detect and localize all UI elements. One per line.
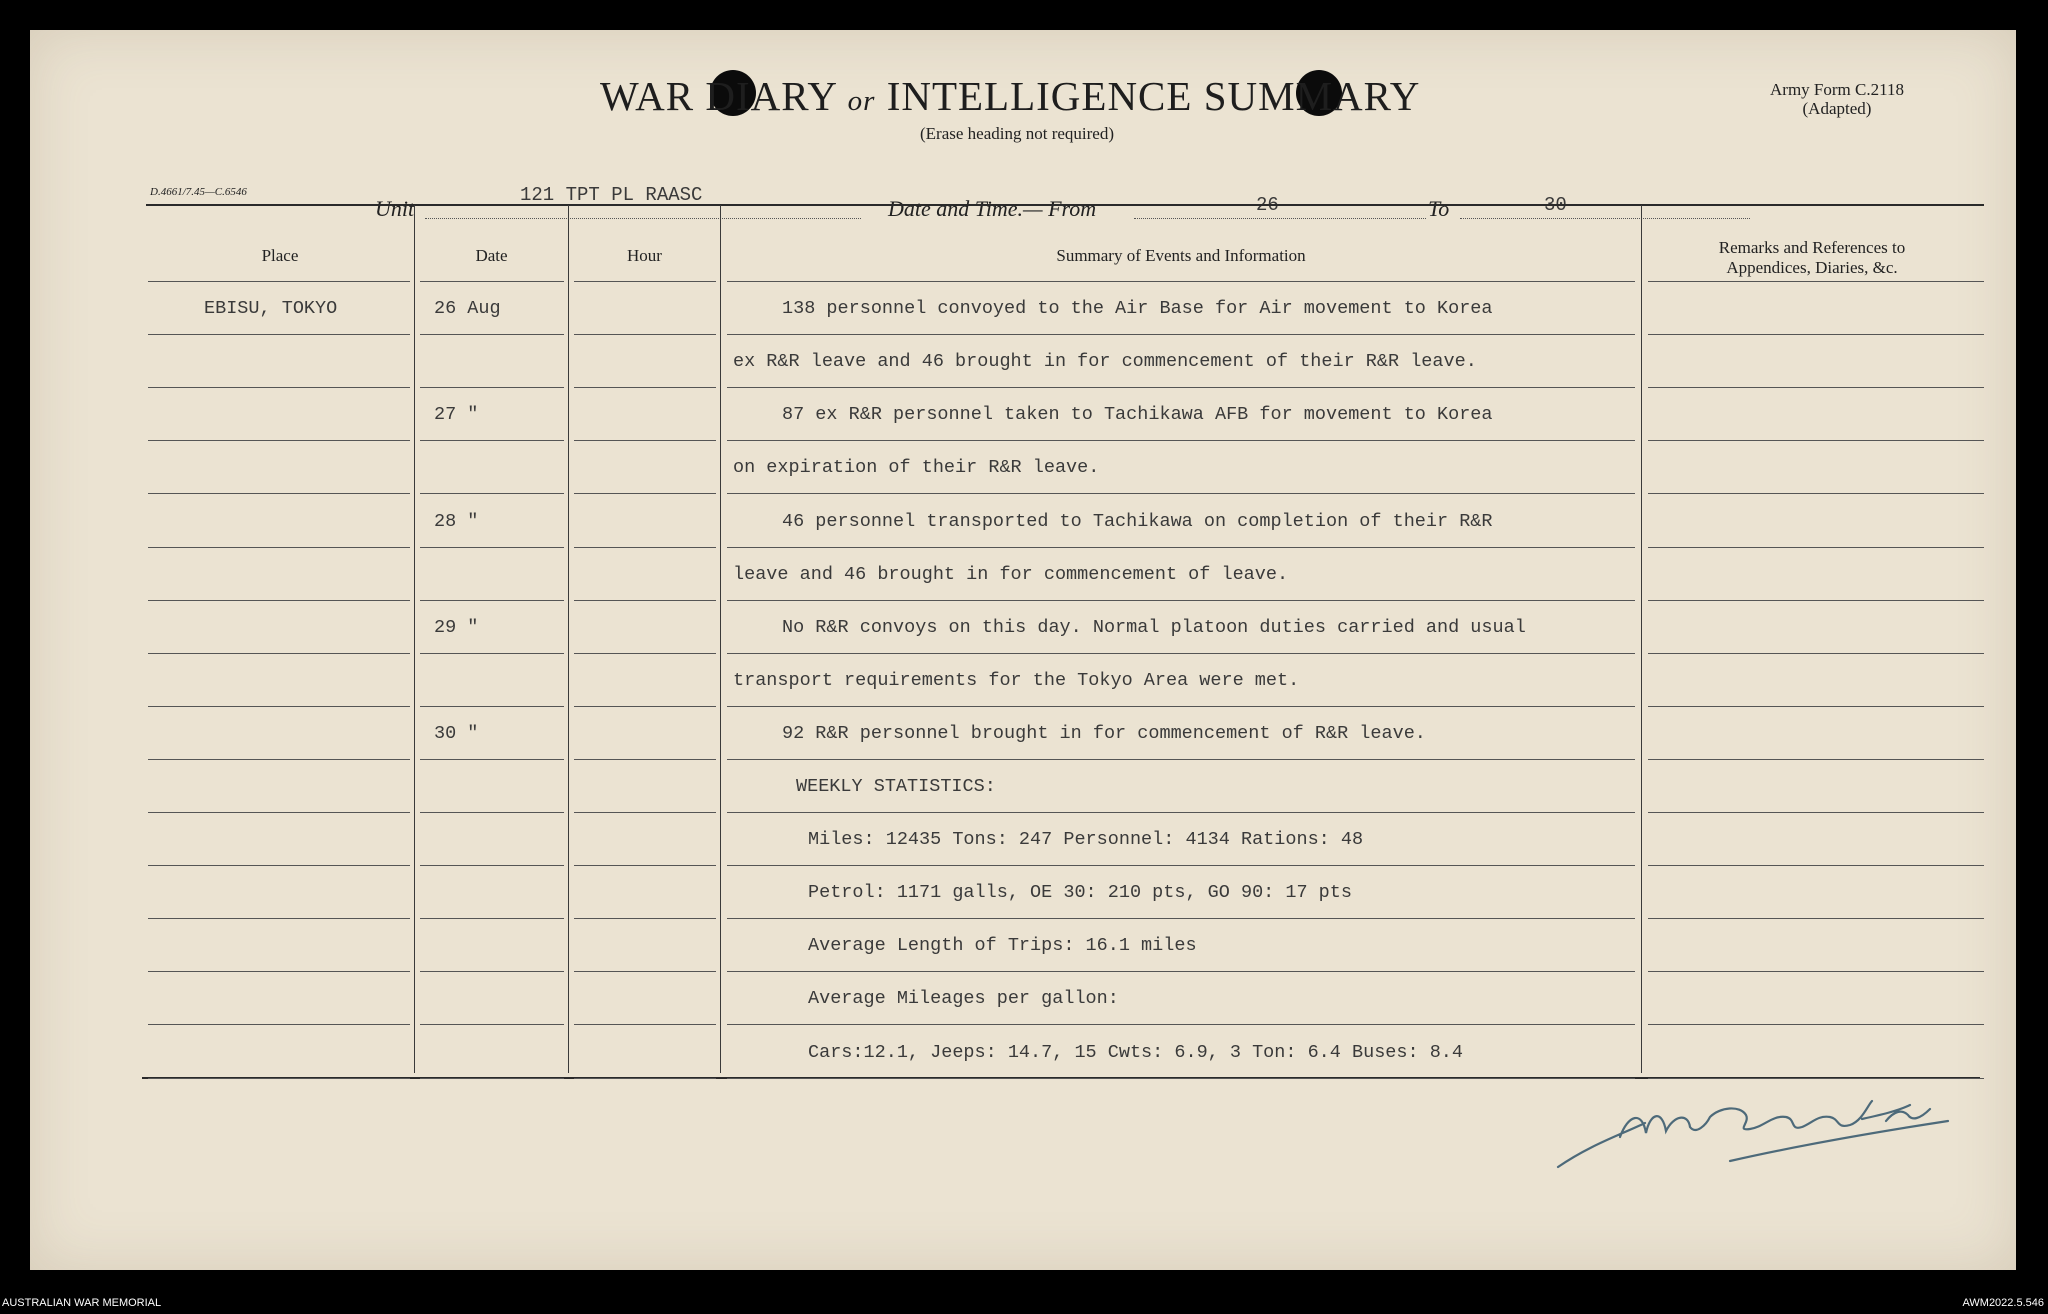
col-header-place: Place xyxy=(261,246,299,265)
header-underline xyxy=(574,281,716,282)
row-line xyxy=(727,653,1635,654)
row-line xyxy=(1648,440,1984,441)
row-line xyxy=(1648,493,1984,494)
divider-place-date xyxy=(414,205,415,1073)
row-line xyxy=(420,971,564,972)
row-line xyxy=(1648,653,1984,654)
row-line xyxy=(1648,971,1984,972)
place-cell: EBISU, TOKYO xyxy=(204,298,338,320)
summary-cell: leave and 46 brought in for commencement of leave. xyxy=(733,563,1289,585)
row-line xyxy=(574,918,716,919)
row-line xyxy=(420,600,564,601)
title-intelligence-summary: INTELLIGENCE SUMMARY xyxy=(886,73,1421,119)
summary-cell: Petrol: 1171 galls, OE 30: 210 pts, GO 90: 17 pts xyxy=(808,882,1352,904)
summary-cell: Average Mileages per gallon: xyxy=(808,988,1119,1010)
row-line xyxy=(574,971,716,972)
army-form-number: Army Form C.2118 xyxy=(1770,80,1904,99)
summary-cell: transport requirements for the Tokyo Area were met. xyxy=(733,669,1300,691)
row-line xyxy=(727,1078,1635,1079)
row-line xyxy=(574,706,716,707)
row-line xyxy=(727,387,1635,388)
summary-cell: 87 ex R&R personnel taken to Tachikawa AFB for movement to Korea xyxy=(782,404,1493,426)
row-line xyxy=(148,387,410,388)
date-cell: 26 Aug xyxy=(434,298,501,320)
summary-cell: on expiration of their R&R leave. xyxy=(733,457,1100,479)
row-line xyxy=(420,334,564,335)
row-line xyxy=(148,812,410,813)
row-line xyxy=(574,1024,716,1025)
row-line xyxy=(574,387,716,388)
header-underline xyxy=(148,281,410,282)
row-line xyxy=(727,440,1635,441)
date-cell: 27 " xyxy=(434,404,479,426)
army-form-adapted: (Adapted) xyxy=(1802,99,1872,118)
row-line xyxy=(148,918,410,919)
row-line xyxy=(727,865,1635,866)
summary-cell: 92 R&R personnel brought in for commencement of R&R leave. xyxy=(782,722,1426,744)
row-line xyxy=(574,334,716,335)
col-header-remarks xyxy=(1642,238,1982,278)
summary-cell: Average Length of Trips: 16.1 miles xyxy=(808,935,1197,957)
row-line xyxy=(420,1078,564,1079)
footer-archive-label: AUSTRALIAN WAR MEMORIAL xyxy=(2,1297,162,1309)
row-line xyxy=(148,334,410,335)
signature xyxy=(1550,1075,1970,1185)
row-line xyxy=(148,865,410,866)
divider-summary-remarks xyxy=(1641,205,1642,1073)
row-line xyxy=(574,493,716,494)
row-line xyxy=(574,600,716,601)
row-line xyxy=(148,547,410,548)
row-line xyxy=(574,653,716,654)
to-value: 30 xyxy=(1544,194,1567,216)
divider-hour-summary xyxy=(720,205,721,1073)
row-line xyxy=(420,547,564,548)
row-line xyxy=(727,971,1635,972)
title-war-diary: WAR DIARY xyxy=(600,73,837,119)
summary-cell: 138 personnel convoyed to the Air Base for Air movement to Korea xyxy=(782,298,1493,320)
printer-code: D.4661/7.45—C.6546 xyxy=(150,186,247,198)
from-dotline xyxy=(1134,218,1426,219)
row-line xyxy=(574,440,716,441)
date-cell: 29 " xyxy=(434,616,479,638)
date-time-label: Date and Time.— From xyxy=(888,196,1097,221)
row-line xyxy=(574,1078,716,1079)
army-form-label xyxy=(1770,80,1904,118)
header-underline xyxy=(727,281,1635,282)
row-line xyxy=(1648,387,1984,388)
row-line xyxy=(1648,600,1984,601)
row-line xyxy=(574,812,716,813)
row-line xyxy=(727,334,1635,335)
row-line xyxy=(574,547,716,548)
row-line xyxy=(420,918,564,919)
row-line xyxy=(420,440,564,441)
unit-value: 121 TPT PL RAASC xyxy=(520,184,703,206)
date-cell: 28 " xyxy=(434,510,479,532)
summary-cell: Cars:12.1, Jeeps: 14.7, 15 Cwts: 6.9, 3 Ton: 6.4 Buses: 8.4 xyxy=(808,1041,1464,1063)
summary-cell: Miles: 12435 Tons: 247 Personnel: 4134 Rations: 48 xyxy=(808,829,1364,851)
col-header-hour: Hour xyxy=(627,246,662,265)
summary-cell: No R&R convoys on this day. Normal platoon duties carried and usual xyxy=(782,616,1526,638)
row-line xyxy=(420,812,564,813)
row-line xyxy=(148,653,410,654)
summary-cell: ex R&R leave and 46 brought in for commencement of their R&R leave. xyxy=(733,351,1477,373)
row-line xyxy=(727,706,1635,707)
from-value: 26 xyxy=(1256,194,1279,216)
col-header-summary: Summary of Events and Information xyxy=(1056,246,1306,265)
row-line xyxy=(148,759,410,760)
table-top-rule xyxy=(146,204,1984,206)
footer-accession-number: AWM2022.5.546 xyxy=(1962,1297,2044,1309)
col-header-remarks-line2: Appendices, Diaries, &c. xyxy=(1726,258,1898,277)
summary-cell: WEEKLY STATISTICS: xyxy=(796,776,996,797)
col-header-remarks-line1: Remarks and References to xyxy=(1718,238,1906,257)
col-header-date: Date xyxy=(475,246,508,265)
to-dotline xyxy=(1460,218,1750,219)
row-line xyxy=(1648,759,1984,760)
row-line xyxy=(420,759,564,760)
row-line xyxy=(420,706,564,707)
row-line xyxy=(1648,812,1984,813)
row-line xyxy=(1648,1024,1984,1025)
header-underline xyxy=(1648,281,1984,282)
row-line xyxy=(420,653,564,654)
summary-cell: 46 personnel transported to Tachikawa on completion of their R&R xyxy=(782,510,1493,532)
header-underline xyxy=(420,281,564,282)
row-line xyxy=(727,1024,1635,1025)
row-line xyxy=(148,706,410,707)
row-line xyxy=(574,865,716,866)
row-line xyxy=(420,387,564,388)
row-line xyxy=(1648,865,1984,866)
row-line xyxy=(727,759,1635,760)
row-line xyxy=(574,759,716,760)
row-line xyxy=(148,971,410,972)
row-line xyxy=(420,493,564,494)
date-cell: 30 " xyxy=(434,722,479,744)
row-line xyxy=(148,440,410,441)
row-line xyxy=(1648,547,1984,548)
row-line xyxy=(148,600,410,601)
row-line xyxy=(148,1024,410,1025)
row-line xyxy=(148,1078,410,1079)
row-line xyxy=(727,918,1635,919)
row-line xyxy=(727,812,1635,813)
row-line xyxy=(1648,706,1984,707)
unit-dotline xyxy=(425,218,861,219)
subtitle: (Erase heading not required) xyxy=(920,124,1114,143)
unit-label: Unit xyxy=(375,196,415,221)
to-label: To xyxy=(1428,196,1450,221)
title-or: or xyxy=(847,85,876,117)
page-title xyxy=(600,72,1420,120)
row-line xyxy=(1648,334,1984,335)
row-line xyxy=(148,493,410,494)
divider-date-hour xyxy=(568,205,569,1073)
row-line xyxy=(420,1024,564,1025)
row-line xyxy=(420,865,564,866)
row-line xyxy=(1648,918,1984,919)
row-line xyxy=(727,493,1635,494)
row-line xyxy=(727,547,1635,548)
row-line xyxy=(727,600,1635,601)
